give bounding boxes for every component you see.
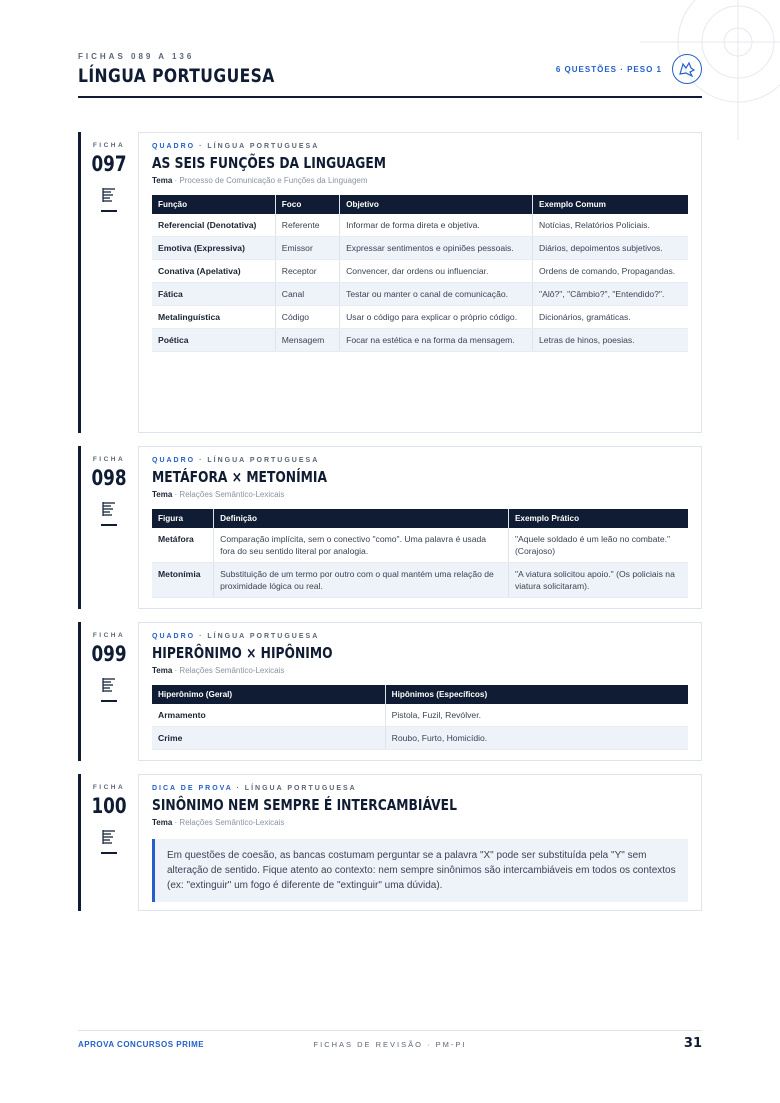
table-cell: Ordens de comando, Propagandas. (533, 260, 688, 283)
tema-text: · Relações Semântico-Lexicais (172, 666, 285, 675)
table-cell: "Alô?", "Câmbio?", "Entendido?". (533, 283, 688, 306)
page-footer (78, 1030, 702, 1060)
ficha-number-column (81, 132, 137, 212)
ficha-number: 099 (91, 642, 127, 666)
table-cell: Metalinguística (152, 306, 275, 329)
ficha-card (138, 446, 702, 609)
footer-brand: APROVA CONCURSOS PRIME (78, 1040, 205, 1049)
list-icon (102, 188, 116, 202)
ficha-number-column (81, 622, 137, 702)
card-tema (152, 176, 688, 185)
ficha-dash (101, 524, 117, 526)
card-kind: QUADRO (152, 633, 196, 640)
ficha-card (138, 132, 702, 433)
card-title: AS SEIS FUNÇÕES DA LINGUAGEM (152, 154, 387, 172)
table-cell: Fática (152, 283, 275, 306)
table-cell: Roubo, Furto, Homicídio. (385, 727, 688, 750)
card-eyebrow (152, 143, 688, 150)
table-cell: Receptor (275, 260, 339, 283)
tema-label: Tema (152, 666, 173, 675)
ficha-number: 098 (91, 466, 127, 490)
ficha-label: FICHA (92, 784, 126, 791)
ficha-number-column (81, 446, 137, 526)
card-subject: · LÍNGUA PORTUGUESA (195, 143, 320, 150)
table-cell: Conativa (Apelativa) (152, 260, 275, 283)
table-cell: Letras de hinos, poesias. (533, 329, 688, 352)
tema-text: · Relações Semântico-Lexicais (172, 818, 285, 827)
ficha-number: 100 (91, 794, 127, 818)
table-cell: Canal (275, 283, 339, 306)
table-row (152, 528, 688, 563)
table-cell: Referente (275, 214, 339, 237)
table-cell: Usar o código para explicar o próprio código. (340, 306, 533, 329)
page-header (78, 52, 702, 98)
table-row (152, 704, 688, 727)
figures-table (152, 509, 688, 598)
table-header: Foco (275, 195, 339, 214)
header-right (556, 54, 702, 84)
ficha-097 (78, 132, 702, 433)
table-cell: "Aquele soldado é um leão no combate." (Corajoso) (508, 528, 688, 563)
tema-label: Tema (152, 818, 173, 827)
hyperonym-table (152, 685, 688, 750)
card-eyebrow (152, 785, 688, 792)
table-cell: Metonímia (152, 563, 214, 598)
table-cell: Código (275, 306, 339, 329)
page-number: 31 (683, 1036, 702, 1051)
card-tema (152, 818, 688, 827)
table-header-row (152, 509, 688, 528)
table-cell: Diários, depoimentos subjetivos. (533, 237, 688, 260)
table-header: Exemplo Comum (533, 195, 688, 214)
table-cell: Comparação implícita, sem o conectivo "como". Uma palavra é usada fora do seu sentido literal por analogia. (214, 528, 509, 563)
table-header: Figura (152, 509, 214, 528)
card-kind: QUADRO (152, 143, 196, 150)
ficha-label: FICHA (92, 456, 126, 463)
table-cell: Armamento (152, 704, 385, 727)
card-subject: · LÍNGUA PORTUGUESA (195, 633, 320, 640)
tema-text: · Processo de Comunicação e Funções da Linguagem (172, 176, 368, 185)
table-cell: Poética (152, 329, 275, 352)
table-cell: Convencer, dar ordens ou influenciar. (340, 260, 533, 283)
card-subject: · LÍNGUA PORTUGUESA (195, 457, 320, 464)
table-cell: Dicionários, gramáticas. (533, 306, 688, 329)
card-title: METÁFORA × METONÍMIA (152, 468, 328, 486)
header-eyebrow: FICHAS 089 A 136 (78, 52, 195, 61)
table-cell: Informar de forma direta e objetiva. (340, 214, 533, 237)
ficha-label: FICHA (92, 142, 126, 149)
card-eyebrow (152, 457, 688, 464)
table-cell: Focar na estética e na forma da mensagem. (340, 329, 533, 352)
table-header-row (152, 195, 688, 214)
table-header: Exemplo Prático (508, 509, 688, 528)
card-title: SINÔNIMO NEM SEMPRE É INTERCAMBIÁVEL (152, 796, 457, 814)
ficha-number-column (81, 774, 137, 854)
ficha-card (138, 622, 702, 761)
table-row (152, 306, 688, 329)
table-cell: Emotiva (Expressiva) (152, 237, 275, 260)
table-header: Hipônimos (Específicos) (385, 685, 688, 704)
ficha-099 (78, 622, 702, 761)
table-row (152, 237, 688, 260)
ficha-dash (101, 210, 117, 212)
table-cell: Crime (152, 727, 385, 750)
table-row (152, 260, 688, 283)
list-icon (102, 830, 116, 844)
exam-tip-box: Em questões de coesão, as bancas costumam perguntar se a palavra "X" pode ser substituída pela "Y" sem alteração de sentido. Fique atento ao contexto: nem sempre sinônimos são intercambiáveis em todos os contextos (ex: "extinguir" um fogo é diferente de "extinguir" uma dúvida). (152, 839, 688, 902)
list-icon (102, 678, 116, 692)
card-tema (152, 666, 688, 675)
card-title: HIPERÔNIMO × HIPÔNIMO (152, 644, 333, 662)
tema-label: Tema (152, 490, 173, 499)
table-header: Função (152, 195, 275, 214)
card-subject: · LÍNGUA PORTUGUESA (232, 785, 357, 792)
ficha-098 (78, 446, 702, 609)
wolf-logo-icon (672, 54, 702, 84)
table-cell: Metáfora (152, 528, 214, 563)
footer-center: FICHAS DE REVISÃO · PM-PI (313, 1040, 467, 1049)
table-cell: Emissor (275, 237, 339, 260)
table-cell: Mensagem (275, 329, 339, 352)
ficha-100 (78, 774, 702, 911)
table-cell: Pistola, Fuzil, Revólver. (385, 704, 688, 727)
card-eyebrow (152, 633, 688, 640)
table-row (152, 283, 688, 306)
header-meta: 6 QUESTÕES · PESO 1 (555, 64, 662, 74)
table-cell: Expressar sentimentos e opiniões pessoais. (340, 237, 533, 260)
ficha-dash (101, 852, 117, 854)
functions-table (152, 195, 688, 352)
ficha-dash (101, 700, 117, 702)
table-header: Definição (214, 509, 509, 528)
table-cell: Substituição de um termo por outro com o qual mantém uma relação de proximidade lógica ou real. (214, 563, 509, 598)
ficha-card (138, 774, 702, 911)
table-cell: "A viatura solicitou apoio." (Os policiais na viatura solicitaram). (508, 563, 688, 598)
table-cell: Referencial (Denotativa) (152, 214, 275, 237)
card-kind: DICA DE PROVA (152, 785, 233, 792)
card-kind: QUADRO (152, 457, 196, 464)
table-header-row (152, 685, 688, 704)
table-header: Hiperônimo (Geral) (152, 685, 385, 704)
card-tema (152, 490, 688, 499)
ficha-label: FICHA (92, 632, 126, 639)
page-title: LÍNGUA PORTUGUESA (78, 65, 275, 87)
table-cell: Notícias, Relatórios Policiais. (533, 214, 688, 237)
table-header: Objetivo (340, 195, 533, 214)
tema-text: · Relações Semântico-Lexicais (172, 490, 285, 499)
ficha-number: 097 (91, 152, 127, 176)
table-row (152, 329, 688, 352)
table-row (152, 563, 688, 598)
table-row (152, 727, 688, 750)
table-row (152, 214, 688, 237)
tema-label: Tema (152, 176, 173, 185)
table-cell: Testar ou manter o canal de comunicação. (340, 283, 533, 306)
list-icon (102, 502, 116, 516)
